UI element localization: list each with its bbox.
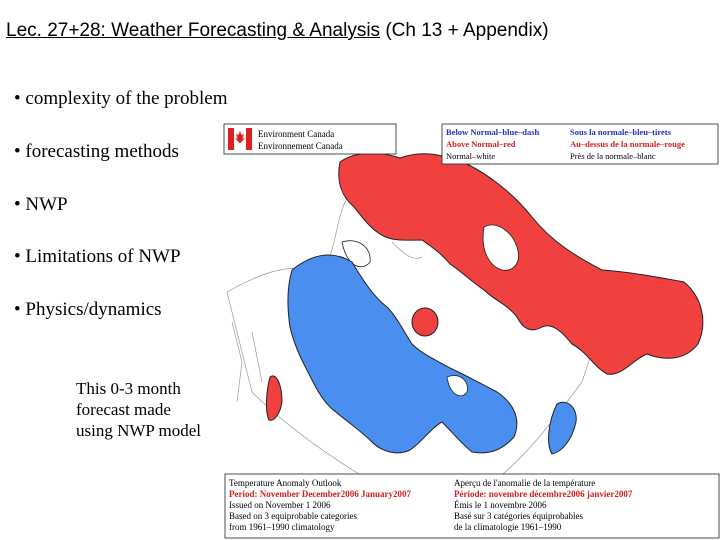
legend-above-fr: Au–dessus de la normale–rouge xyxy=(570,139,685,149)
bullet-text: complexity of the problem xyxy=(25,88,228,109)
info-period-en: Period: November December2006 January2007 xyxy=(229,489,412,499)
bullet-text: Physics/dynamics xyxy=(25,299,162,320)
bullet-item xyxy=(14,299,162,321)
note-line: This 0-3 month xyxy=(76,379,181,398)
agency-name-fr: Environnement Canada xyxy=(258,141,343,151)
legend-below-en: Below Normal–blue–dash xyxy=(446,127,540,137)
info-title-en: Temperature Anomaly Outlook xyxy=(229,478,342,488)
info-based-en: Based on 3 equiprobable categories xyxy=(229,511,357,521)
bullet-text: NWP xyxy=(25,194,68,215)
bullet-item xyxy=(14,246,181,268)
bullet-marker: • xyxy=(14,194,21,215)
info-issued-fr: Émis le 1 novembre 2006 xyxy=(454,500,547,510)
bullet-text: Limitations of NWP xyxy=(25,246,181,267)
bullet-marker: • xyxy=(14,299,21,320)
slide-title xyxy=(6,20,549,42)
bullet-item xyxy=(14,88,228,110)
info-clim-fr: de la climatologie 1961–1990 xyxy=(454,522,562,532)
info-issued-en: Issued on November 1 2006 xyxy=(229,500,331,510)
note-line: using NWP model xyxy=(76,421,201,440)
outlook-info-box xyxy=(225,474,719,538)
info-clim-en: from 1961–1990 climatology xyxy=(229,522,335,532)
bullet-marker: • xyxy=(14,246,21,267)
flag-band-left xyxy=(228,128,234,150)
info-period-fr: Période: novembre décembre2006 janvier2007 xyxy=(454,489,633,499)
note-line: forecast made xyxy=(76,400,171,419)
title-reference: (Ch 13 + Appendix) xyxy=(385,20,549,41)
info-based-fr: Basé sur 3 catégories équiprobables xyxy=(454,511,583,521)
info-title-fr: Aperçu de l'anomalie de la température xyxy=(454,478,596,488)
bullet-item xyxy=(14,194,68,216)
legend-below-fr: Sous la normale–bleu–tirets xyxy=(570,127,671,137)
agency-name-en: Environment Canada xyxy=(258,129,335,139)
legend-above-en: Above Normal–red xyxy=(446,139,516,149)
bullet-item xyxy=(14,141,179,163)
forecast-note xyxy=(76,378,201,441)
legend-normal-en: Normal–white xyxy=(446,151,496,161)
temperature-anomaly-map xyxy=(222,122,720,540)
above-normal-region xyxy=(412,308,438,336)
bullet-marker: • xyxy=(14,141,21,162)
flag-band-right xyxy=(246,128,252,150)
bullet-text: forecasting methods xyxy=(25,141,179,162)
title-main: Lec. 27+28: Weather Forecasting & Analysis xyxy=(6,20,381,41)
bullet-marker: • xyxy=(14,88,21,109)
legend-normal-fr: Près de la normale–blanc xyxy=(570,151,656,161)
